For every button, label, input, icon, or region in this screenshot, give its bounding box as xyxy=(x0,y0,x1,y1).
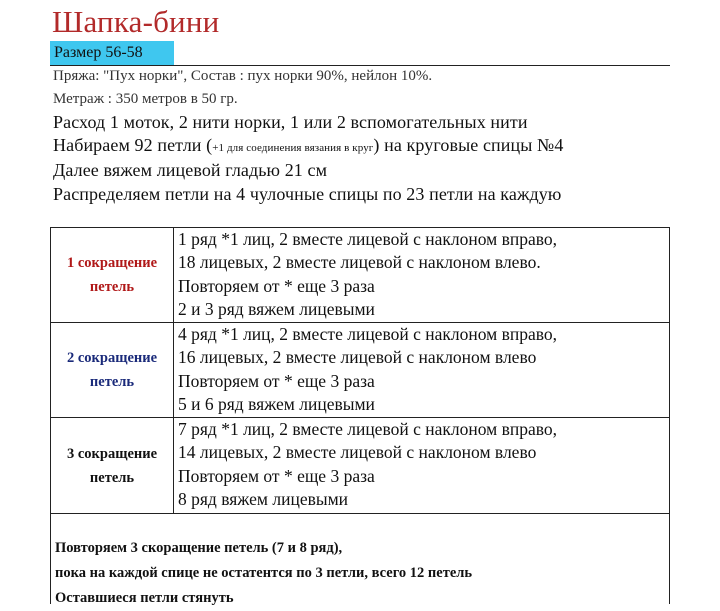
footer-line: пока на каждой спице не остатентся по 3 петли, всего 12 петель xyxy=(55,565,473,581)
decrease-label-1: 1 сокращение петель xyxy=(51,228,174,322)
decrease-row-2 xyxy=(51,323,669,418)
step-line: 7 ряд *1 лиц, 2 вместе лицевой с наклоном вправо, xyxy=(178,419,557,439)
page-title: Шапка-бини xyxy=(52,4,220,39)
step-line: Повторяем от * еще 3 раза xyxy=(178,275,375,296)
step-line: Повторяем от * еще 3 раза xyxy=(178,465,375,486)
decrease-label-2: 2 сокращение петель xyxy=(51,323,174,417)
meterage-line: Метраж : 350 метров в 50 гр. xyxy=(53,91,238,107)
decrease-steps-1 xyxy=(178,228,669,322)
size-badge: Размер 56-58 xyxy=(50,41,174,65)
footer-line: Оставшиеся петли стянуть xyxy=(55,590,234,606)
cast-on-before: Набираем 92 петли ( xyxy=(53,135,213,155)
step-line: 8 ряд вяжем лицевыми xyxy=(178,489,349,510)
step-line: 5 и 6 ряд вяжем лицевыми xyxy=(178,394,375,415)
step-line: 1 ряд *1 лиц, 2 вместе лицевой с наклоном вправо, xyxy=(178,229,557,249)
cast-on-line xyxy=(53,135,563,156)
decrease-steps-3 xyxy=(178,418,669,512)
footer-notes xyxy=(55,536,472,611)
step-line: 18 лицевых, 2 вместе лицевой с наклоном влево. xyxy=(178,252,541,273)
step-line: 16 лицевых, 2 вместе лицевой с наклоном влево xyxy=(178,347,537,368)
decrease-steps-2 xyxy=(178,323,669,417)
step-line: 4 ряд *1 лиц, 2 вместе лицевой с наклоном вправо, xyxy=(178,324,557,344)
footer-line: Повторяем 3 скоращение петель (7 и 8 ряд), xyxy=(55,540,343,556)
title-divider xyxy=(50,65,670,66)
cast-on-note: +1 для соединения вязания в круг xyxy=(212,142,374,154)
cast-on-after: ) на круговые спицы №4 xyxy=(373,135,564,155)
footer-row xyxy=(51,514,669,605)
decrease-table xyxy=(50,227,670,604)
decrease-row-1 xyxy=(51,228,669,323)
decrease-label-3: 3 сокращение петель xyxy=(51,418,174,513)
distribute-line: Распределяем петли на 4 чулочные спицы по 23 петли на каждую xyxy=(53,184,562,204)
decrease-row-3 xyxy=(51,418,669,514)
yarn-line: Пряжа: "Пух норки", Состав : пух норки 90%, нейлон 10%. xyxy=(53,68,433,84)
consumption-line: Расход 1 моток, 2 нити норки, 1 или 2 вспомогательных нити xyxy=(53,112,528,132)
step-line: Повторяем от * еще 3 раза xyxy=(178,370,375,391)
step-line: 14 лицевых, 2 вместе лицевой с наклоном влево xyxy=(178,442,537,463)
step-line: 2 и 3 ряд вяжем лицевыми xyxy=(178,299,375,320)
stockinette-line: Далее вяжем лицевой гладью 21 см xyxy=(53,160,328,180)
